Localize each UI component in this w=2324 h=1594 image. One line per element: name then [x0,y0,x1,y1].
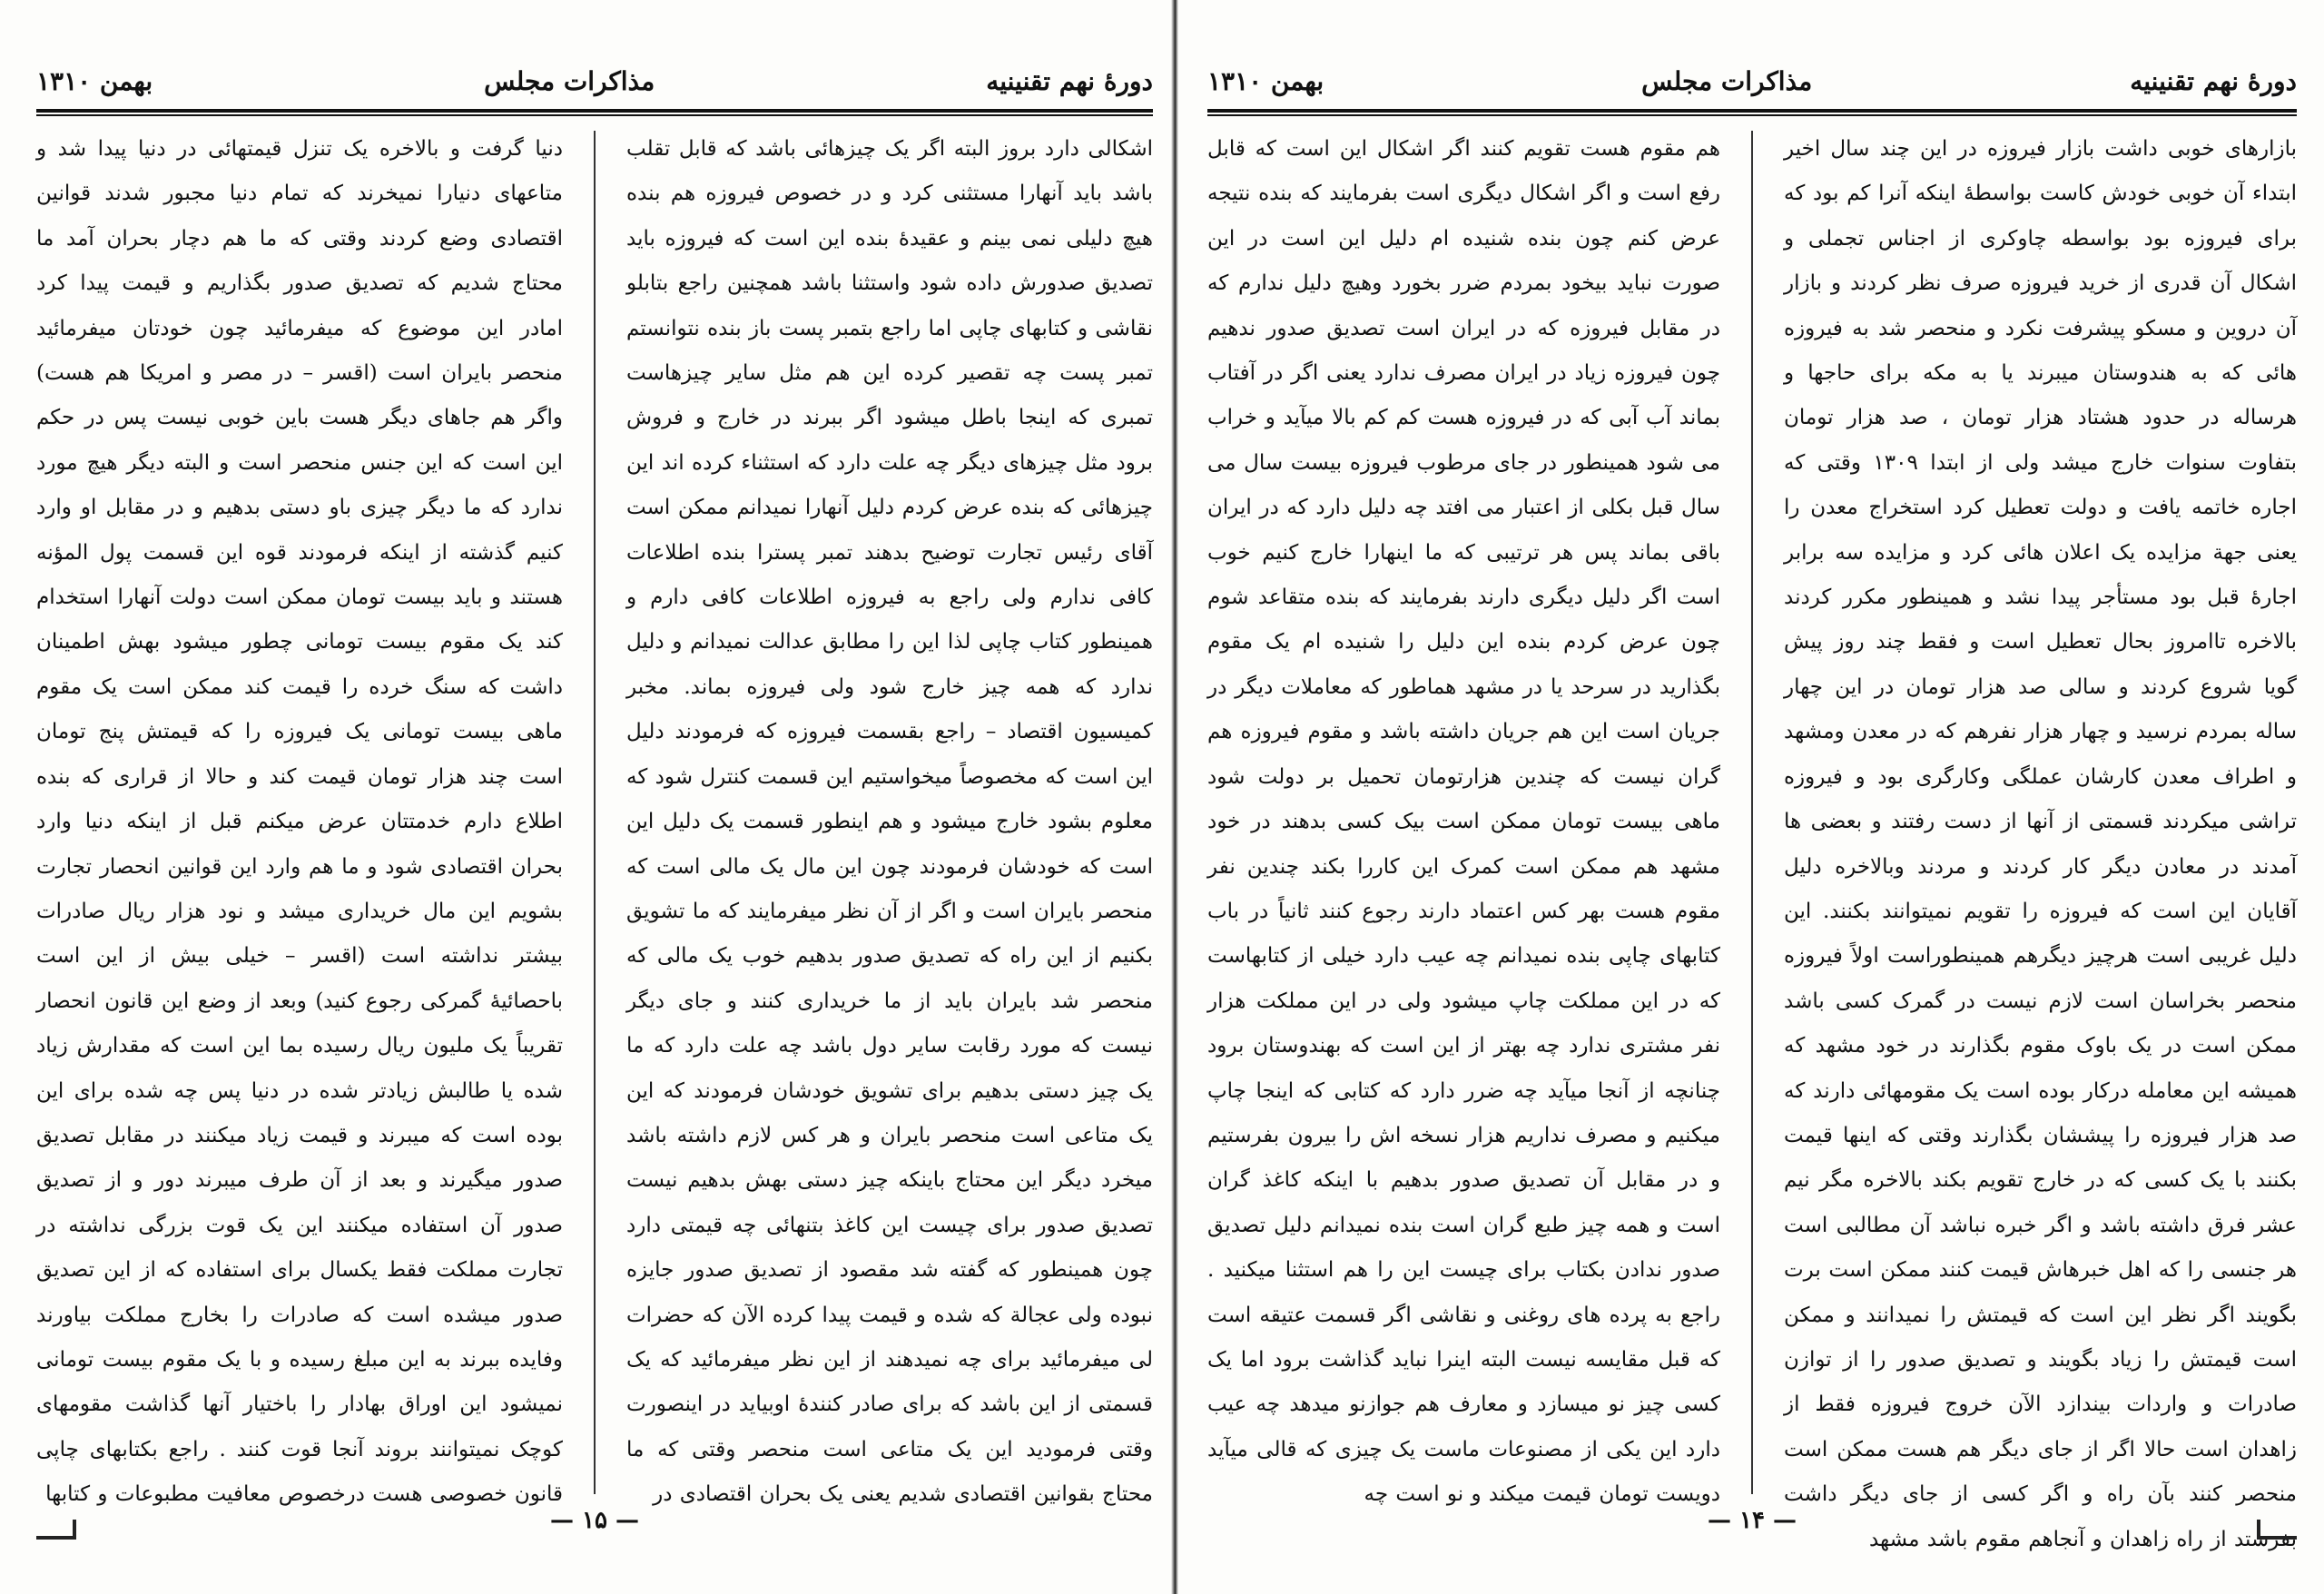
header-date: بهمن ۱۳۱۰ [1207,65,1324,96]
header-title: مذاکرات مجلس [1641,65,1813,96]
header-title: مذاکرات مجلس [484,65,655,96]
page-number [1207,1507,2297,1547]
column-text: اشکالی دارد بروز البته اگر یک چیزهائی باشد که قابل تقلب باشد باید آنهارا مستثنی کرد و در خصوص فیروزه هم بنده هیچ دلیلی نمی بینم و عقیدهٔ بنده این است که فیروزه باید تصدیق صدورش داده شود واستثنا باشد همچنین راجع بتابلو نقاشی و کتابهای چاپی اما راجع بتمبر پست باز بنده نتوانستم تمبر پست چه تقصیر کرده این هم مثل سایر چیزهاست تمبری که اینجا باطل میشود اگر ببرند در خارج و فروش برود مثل چیزهای دیگر چه علت دارد که استثناء کرده اند این چیزهائی که بنده عرض کردم دلیل آنهارا نمیدانم ممکن است آقای رئیس تجارت توضیح بدهند تمبر پسترا بنده اطلاعات کافی ندارم ولی راجع به فیروزه اطلاعات کافی دارم و همینطور کتاب چاپی لذا این را مطابق عدالت نمیدانم و دلیل ندارد که همه چیز خارج شود ولی فیروزه بماند. مخبر کمیسیون اقتصاد – راجع بقسمت فیروزه که فرمودند دلیل این است که مخصوصاً میخواستیم این قسمت کنترل شود که معلوم بشود خارج میشود و هم اینطور قسمت یک دلیل این است که خودشان فرمودند چون این مال یک مالی است که منحصر بایران است و اگر از آن نظر میفرمایند که ما تشویق بکنیم از این راه که تصدیق صدور بدهیم خوب یک مالی که منحصر شد بایران باید از ما خریداری کنند و جای دیگر نیست که مورد رقابت سایر دول باشد چه علت دارد که ما یک چیز دستی بدهیم برای تشویق خودشان فرمودند که این یک متاعی است منحصر بایران و هر کس لازم داشته باشد میخرد دیگر این محتاج باینکه چیز دستی بهش بدهیم نیست تصدیق صدور برای چیست این کاغذ بتنهائی چه قیمتی دارد چون همینطور که گفته شد مقصود از تصدیق صدور جایزه نبوده ولی عجالة که شده و قیمت پیدا کرده الآن که حضرات لی میفرمائید برای چه نمیدهند از این نظر میفرمائید که یک قسمتی از این باشد که برای صادر کنندهٔ اوبیاید در اینصورت وقتی فرمودید این یک متاعی است منحصر وقتی که ما محتاج بقوانین اقتصادی شدیم یعنی یک بحران اقتصادی در [626,137,1154,1507]
page-number-text: — ۱۴ — [1707,1507,1797,1534]
column-text: هم مقوم هست تقویم کنند اگر اشکال این است که قابل رفع است و اگر اشکال دیگری است بفرمایند که بنده نتیجه عرض کنم چون بنده شنیده ام دلیل این است در این صورت نباید بیخود بمردم ضرر بخورد وهیچ دلیل ندارم که در مقابل فیروزه که در ایران است تصدیق صدور ندهیم چون فیروزه زیاد در ایران مصرف ندارد یعنی اگر در آفتاب بماند آب آبی که در فیروزه هست کم کم بالا میآید و خراب می شود همینطور در جای مرطوب فیروزه بیست سال می سال قبل بکلی از اعتبار می افتد چه دلیل دارد که در ایران باقی بماند پس هر ترتیبی که ما اینهارا خارج کنیم خوب است اگر دلیل دیگری دارند بفرمایند که بنده متقاعد شوم چون عرض کردم بنده این دلیل را شنیده ام یک مقوم بگذارید در سرحد یا در مشهد هماطور که معاملات دیگر در جریان است این هم جریان داشته باشد و مقوم فیروزه هم گران نیست که چندین هزارتومان تحمیل بر دولت شود ماهی بیست تومان ممکن است بیک کسی بدهند در خود مشهد هم ممکن است کمرک این کاررا بکند چندین نفر مقوم هست بهر کس اعتماد دارند رجوع کنند ثانیاً در باب کتابهای چاپی بنده نمیدانم چه عیب دارد خیلی از کتابهاست که در این مملکت چاپ میشود ولی در این مملکت هزار نفر مشتری ندارد چه بهتر از این است که بهندوستان برود چنانچه از آنجا میآید چه ضرر دارد که کتابی که اینجا چاپ میکنیم و مصرف نداریم هزار نسخه اش را بیرون بفرستیم و در مقابل آن تصدیق صدور بدهیم با اینکه کاغذ گران است و همه چیز طبع گران است بنده نمیدانم دلیل تصدیق صدور ندادن بکتاب برای چیست این را هم استثنا میکنید . راجع به پرده های روغنی و نقاشی اگر قسمت عتیقه است که قبل مقایسه نیست البته اینرا نباید گذاشت برود اما یک کسی چیز نو میسازد و معارف هم جوازنو میدهد چه عیب دارد این یکی از مصنوعات ماست یک چیزی که قالی میآید دویست تومان قیمت میکند و نو است چه [1207,137,1721,1507]
page-number-text: — ۱۵ — [549,1507,640,1534]
header-session: دورهٔ نهم تقنینیه [986,65,1153,96]
column-text: بازارهای خوبی داشت بازار فیروزه در این چند سال اخیر ابتداء آن خوبی خودش کاست بواسطهٔ اینکه آنرا کم بود که برای فیروزه بود بواسطه چاوکری از اجناس تجملی و اشکال آن قدری از خرید فیروزه صرف نظر کردند و بازار آن دروین و مسکو پیشرفت نکرد و منحصر شد به فیروزه هائی که به هندوستان میبرند یا به مکه برای حاجها و هرساله در حدود هشتاد هزار تومان ، صد هزار تومان بتفاوت سنوات خارج میشد ولی از ابتدا ۱۳۰۹ وقتی که اجاره خاتمه یافت و دولت تعطیل کرد استخراج معدن را یعنی جهة مزایده یک اعلان هائی کرد و مزایده سه برابر اجارهٔ قبل بود مستأجر پیدا نشد و همینطور مکرر کردند بالاخره تاامروز بحال تعطیل است و فقط چند روز پیش گویا شروع کردند و سالی صد هزار تومان در این چهار ساله بمردم نرسید و چهار هزار نفرهم که در معدن ومشهد و اطراف معدن کارشان عملگی وکارگری بود و فیروزه تراشی میکردند قسمتی از آنها از دست رفتند و بعضی ها آمدند در معادن دیگر کار کردند و مردند وبالاخره دلیل آقایان این است که فیروزه را تقویم نمیتوانند بکنند. این دلیل غریبی است هرچیز دیگرهم همینطوراست اولاً فیروزه منحصر بخراسان است لازم نیست در گمرک کسی باشد ممکن است در یک باوک مقوم بگذارند در خود مشهد که همیشه این معامله درکار بوده است یک مقومهائی دارند که صد هزار فیروزه را پیششان بگذارند وقتی که اینها قیمت بکنند با یک کسی که در خارج تقویم بکند بالاخره مگر نیم عشر فرق داشته باشد و اگر خبره نباشد آن مطالبی است هر جنسی را که اهل خبرهاش قیمت کنند ممکن است برت بگویند اگر نظر این است که قیمتش را نمیدانند و ممکن است قیمتش را زیاد بگویند و تصدیق صدور را از توازن صادرات و واردات بیندازد الآن خروج فیروزه فقط از زاهدان است حالا اگر از جای دیگر هم هست ممکن است منحصر کنند بآن راه و اگر کسی از جای دیگر داشت بفرستد از راه زاهدان و آنجاهم مقوم باشد مشهد [1784,137,2298,1551]
corner-mark [2257,1520,2297,1540]
left-page-column-left [36,127,563,1507]
header-date: بهمن ۱۳۱۰ [36,65,153,96]
column-text: دنیا گرفت و بالاخره یک تنزل قیمتهائی در دنیا پیدا شد و متاعهای دنیارا نمیخرند که تمام دنیا مجبور شدند قوانین اقتصادی وضع کردند وقتی که ما هم دچار بحران آمد ما محتاج شدیم که تصدیق صدور بگذاریم و قیمت پیدا کرد امادر این موضوع که میفرمائید چون خودتان میفرمائید منحصر بایران است (اقسر – در مصر و امریکا هم هست) واگر هم جاهای دیگر هست باین خوبی نیست پس در حکم این است که این جنس منحصر است و البته دیگر هیچ مورد ندارد که ما دیگر چیزی باو دستی بدهیم و در مقابل او وارد کنیم گذشته از اینکه فرمودند قوه این قسمت پول المؤنه هستند و باید بیست تومان ممکن است دولت آنهارا استخدام کند یک مقوم بیست تومانی چطور میشود بهش اطمینان داشت که سنگ خرده را قیمت کند ممکن است یک مقوم ماهی بیست تومانی یک فیروزه را که قیمتش پنج تومان است چند هزار تومان قیمت کند و حالا از قراری که بنده اطلاع دارم خدمتتان عرض میکنم قبل از اینکه دنیا وارد بحران اقتصادی شود و ما هم وارد این قوانین انحصار تجارت بشویم این مال خریداری میشد و نود هزار ریال صادرات بیشتر نداشته است (اقسر – خیلی بیش از این است باحصائیهٔ گمرکی رجوع کنید) وبعد از وضع این قانون انحصار تقریباً یک ملیون ریال رسیده بما این است که مقدارش زیاد شده یا طالبش زیادتر شده در دنیا پس چه شده برای این بوده است که میبرند و قیمت زیاد میکنند در مقابل تصدیق صدور میگیرند و بعد از آن طرف میبرند دور و از تصدیق صدور آن استفاده میکنند این یک قوت بزرگی نداشته در تجارت مملکت فقط یکسال برای استفاده که از این تصدیق صدور میشده است که صادرات را بخارج مملکت بیاورند وفایده ببرند به این مبلغ رسیده و با یک مقوم بیست تومانی نمیشود این اوراق بهادار را باختیار آنها گذاشت مقومهای کوچک نمیتوانند بروند آنجا قوت کنند . راجع بکتابهای چاپی قانون خصوصی هست درخصوص معافیت مطبوعات و کتابها [36,137,563,1507]
left-page [36,36,1153,1561]
header-rule [36,109,1153,116]
right-page-header [1207,56,2297,105]
column-divider [594,131,596,1494]
corner-mark [36,1520,76,1540]
page-number [36,1507,1153,1547]
right-page-column-left [1207,127,1721,1507]
book-gutter [1171,0,1178,1594]
column-divider [1751,131,1753,1494]
left-page-column-right [626,127,1154,1507]
right-page [1207,36,2297,1561]
left-page-columns [36,127,1154,1507]
header-session: دورهٔ نهم تقنینیه [2130,65,2297,96]
right-page-column-right [1784,127,2298,1551]
left-page-header [36,56,1153,105]
header-rule [1207,109,2297,116]
